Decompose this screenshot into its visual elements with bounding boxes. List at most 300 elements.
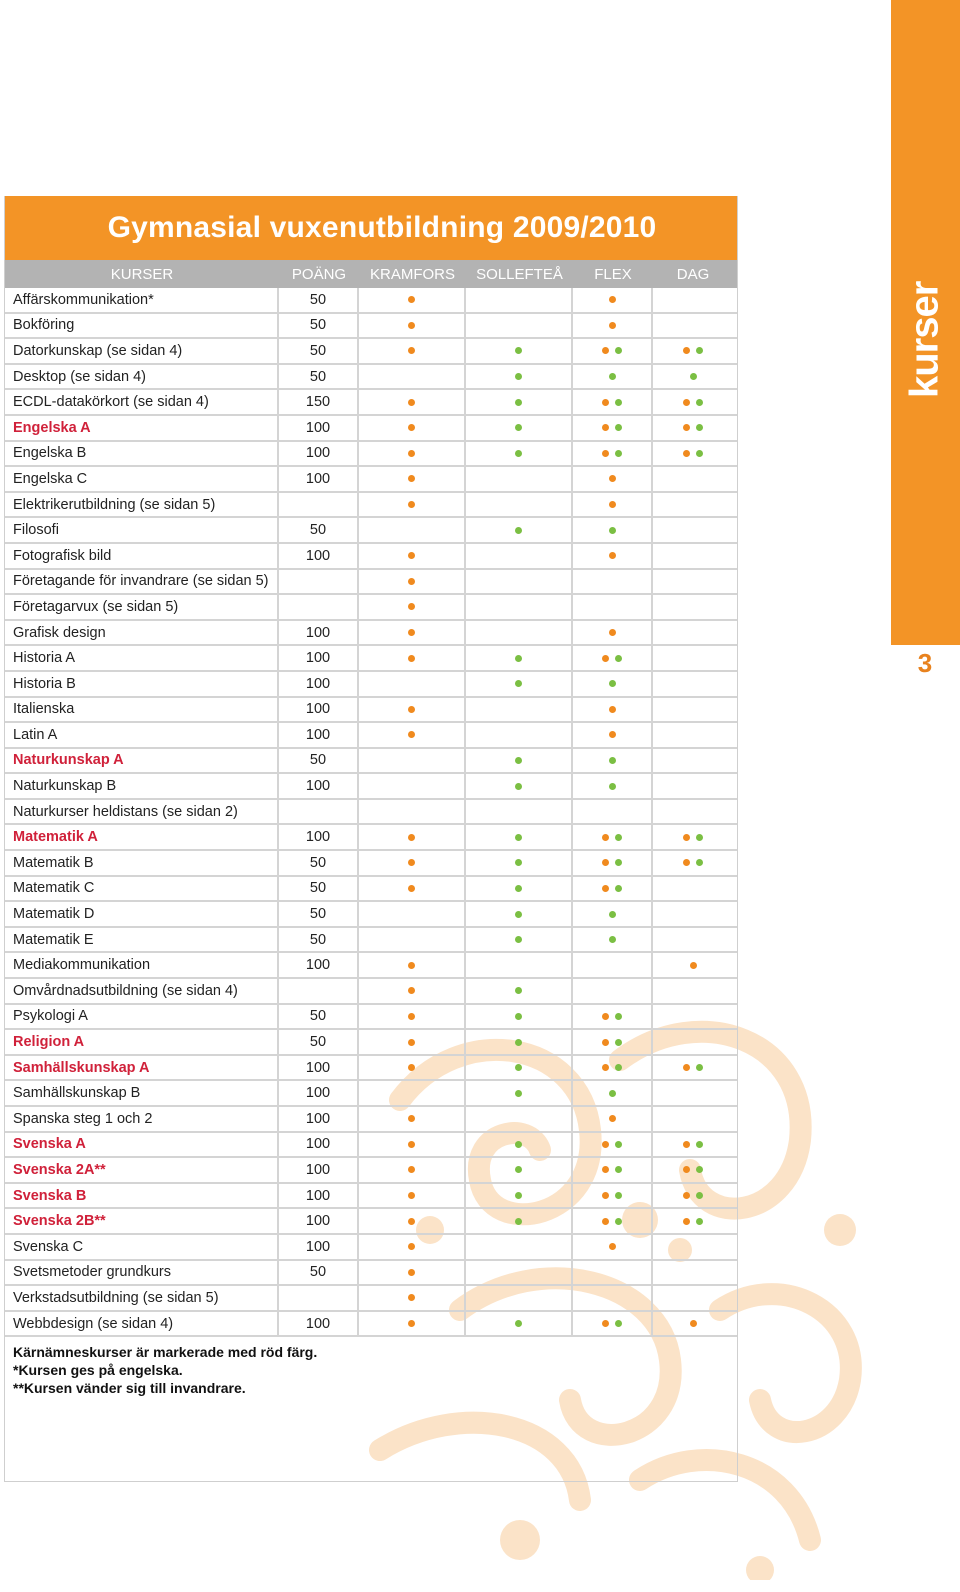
- availability-kramfors: [359, 1056, 466, 1080]
- course-points: 50: [279, 851, 359, 875]
- course-points: 100: [279, 1184, 359, 1208]
- green-dot-icon: [696, 834, 703, 841]
- orange-dot-icon: [683, 1141, 690, 1148]
- availability-solleftea: [466, 646, 573, 670]
- course-points: 50: [279, 288, 359, 312]
- table-row: [5, 1081, 737, 1107]
- table-row: [5, 1107, 737, 1133]
- green-dot-icon: [515, 527, 522, 534]
- table-row: [5, 314, 737, 340]
- availability-flex: [573, 672, 653, 696]
- availability-kramfors: [359, 314, 466, 338]
- availability-flex: [573, 1261, 653, 1285]
- course-name: Naturkunskap A: [5, 749, 279, 773]
- orange-dot-icon: [683, 834, 690, 841]
- availability-kramfors: [359, 365, 466, 389]
- orange-dot-icon: [408, 1294, 415, 1301]
- course-points: 100: [279, 1158, 359, 1182]
- availability-dag: [653, 621, 733, 645]
- green-dot-icon: [615, 655, 622, 662]
- availability-kramfors: [359, 621, 466, 645]
- table-row: [5, 288, 737, 314]
- availability-solleftea: [466, 851, 573, 875]
- availability-kramfors: [359, 1081, 466, 1105]
- footnote-english: *Kursen ges på engelska.: [13, 1362, 183, 1379]
- course-points: 50: [279, 877, 359, 901]
- course-points: 50: [279, 1261, 359, 1285]
- course-name: Svenska 2A**: [5, 1158, 279, 1182]
- green-dot-icon: [696, 1064, 703, 1071]
- availability-dag: [653, 723, 733, 747]
- green-dot-icon: [615, 1320, 622, 1327]
- table-row: [5, 646, 737, 672]
- availability-solleftea: [466, 1107, 573, 1131]
- table-row: [5, 416, 737, 442]
- course-name: Desktop (se sidan 4): [5, 365, 279, 389]
- availability-solleftea: [466, 1133, 573, 1157]
- course-points: 100: [279, 646, 359, 670]
- green-dot-icon: [696, 1166, 703, 1173]
- availability-flex: [573, 442, 653, 466]
- availability-flex: [573, 314, 653, 338]
- availability-kramfors: [359, 979, 466, 1003]
- green-dot-icon: [609, 1090, 616, 1097]
- availability-dag: [653, 672, 733, 696]
- availability-kramfors: [359, 698, 466, 722]
- table-row: [5, 1158, 737, 1184]
- availability-kramfors: [359, 1235, 466, 1259]
- availability-flex: [573, 774, 653, 798]
- course-name: Matematik C: [5, 877, 279, 901]
- availability-kramfors: [359, 902, 466, 926]
- green-dot-icon: [615, 1166, 622, 1173]
- header-kurser: KURSER: [110, 265, 174, 283]
- course-name: Psykologi A: [5, 1005, 279, 1029]
- table-row: [5, 723, 737, 749]
- availability-kramfors: [359, 851, 466, 875]
- green-dot-icon: [615, 1039, 622, 1046]
- availability-dag: [653, 467, 733, 491]
- availability-flex: [573, 698, 653, 722]
- availability-kramfors: [359, 390, 466, 414]
- availability-solleftea: [466, 416, 573, 440]
- availability-kramfors: [359, 774, 466, 798]
- orange-dot-icon: [408, 1115, 415, 1122]
- availability-dag: [653, 1133, 733, 1157]
- orange-dot-icon: [690, 1320, 697, 1327]
- green-dot-icon: [696, 450, 703, 457]
- orange-dot-icon: [408, 1166, 415, 1173]
- availability-kramfors: [359, 953, 466, 977]
- table-row: [5, 1005, 737, 1031]
- availability-kramfors: [359, 1312, 466, 1336]
- availability-flex: [573, 1158, 653, 1182]
- table-row: [5, 390, 737, 416]
- course-name: Naturkurser heldistans (se sidan 2): [5, 800, 279, 824]
- availability-kramfors: [359, 1158, 466, 1182]
- green-dot-icon: [690, 373, 697, 380]
- green-dot-icon: [615, 347, 622, 354]
- course-points: [279, 1286, 359, 1310]
- green-dot-icon: [615, 424, 622, 431]
- footnote-core: Kärnämneskurser är markerade med röd färg.: [13, 1344, 318, 1361]
- course-name: Datorkunskap (se sidan 4): [5, 339, 279, 363]
- availability-dag: [653, 544, 733, 568]
- green-dot-icon: [696, 399, 703, 406]
- green-dot-icon: [609, 680, 616, 687]
- course-points: 100: [279, 544, 359, 568]
- title-bar: [5, 196, 737, 260]
- course-points: 50: [279, 365, 359, 389]
- side-label: kurser: [902, 281, 947, 399]
- availability-flex: [573, 365, 653, 389]
- orange-dot-icon: [602, 655, 609, 662]
- green-dot-icon: [515, 1064, 522, 1071]
- table-row: [5, 749, 737, 775]
- table-row: [5, 902, 737, 928]
- orange-dot-icon: [602, 1192, 609, 1199]
- table-row: [5, 570, 737, 596]
- orange-dot-icon: [683, 1064, 690, 1071]
- course-name: Verkstadsutbildning (se sidan 5): [5, 1286, 279, 1310]
- availability-solleftea: [466, 1005, 573, 1029]
- green-dot-icon: [515, 834, 522, 841]
- orange-dot-icon: [408, 501, 415, 508]
- orange-dot-icon: [602, 347, 609, 354]
- orange-dot-icon: [408, 347, 415, 354]
- green-dot-icon: [515, 1166, 522, 1173]
- course-points: [279, 493, 359, 517]
- table-row: [5, 672, 737, 698]
- orange-dot-icon: [408, 962, 415, 969]
- orange-dot-icon: [609, 731, 616, 738]
- availability-kramfors: [359, 518, 466, 542]
- orange-dot-icon: [408, 859, 415, 866]
- availability-kramfors: [359, 442, 466, 466]
- orange-dot-icon: [408, 1269, 415, 1276]
- availability-kramfors: [359, 1261, 466, 1285]
- course-name: Mediakommunikation: [5, 953, 279, 977]
- availability-flex: [573, 723, 653, 747]
- course-name: Grafisk design: [5, 621, 279, 645]
- course-name: Samhällskunskap B: [5, 1081, 279, 1105]
- availability-solleftea: [466, 544, 573, 568]
- orange-dot-icon: [408, 578, 415, 585]
- availability-flex: [573, 825, 653, 849]
- green-dot-icon: [615, 1218, 622, 1225]
- availability-kramfors: [359, 544, 466, 568]
- course-points: 50: [279, 314, 359, 338]
- availability-kramfors: [359, 646, 466, 670]
- orange-dot-icon: [602, 1320, 609, 1327]
- course-name: Svenska 2B**: [5, 1209, 279, 1233]
- availability-solleftea: [466, 467, 573, 491]
- availability-flex: [573, 1056, 653, 1080]
- green-dot-icon: [515, 680, 522, 687]
- availability-dag: [653, 928, 733, 952]
- table-row: [5, 1235, 737, 1261]
- header-flex: FLEX: [594, 265, 632, 283]
- availability-flex: [573, 979, 653, 1003]
- course-name: ECDL-datakörkort (se sidan 4): [5, 390, 279, 414]
- availability-dag: [653, 288, 733, 312]
- orange-dot-icon: [408, 1141, 415, 1148]
- page-title: Gymnasial vuxenutbildning 2009/2010: [107, 211, 657, 244]
- green-dot-icon: [696, 1218, 703, 1225]
- green-dot-icon: [515, 987, 522, 994]
- course-name: Italienska: [5, 698, 279, 722]
- availability-solleftea: [466, 314, 573, 338]
- green-dot-icon: [515, 450, 522, 457]
- course-name: Historia A: [5, 646, 279, 670]
- availability-kramfors: [359, 749, 466, 773]
- availability-flex: [573, 1081, 653, 1105]
- orange-dot-icon: [683, 1192, 690, 1199]
- table-row: [5, 774, 737, 800]
- availability-solleftea: [466, 698, 573, 722]
- availability-dag: [653, 570, 733, 594]
- orange-dot-icon: [602, 885, 609, 892]
- green-dot-icon: [515, 347, 522, 354]
- course-points: 100: [279, 1081, 359, 1105]
- orange-dot-icon: [602, 1141, 609, 1148]
- course-name: Svetsmetoder grundkurs: [5, 1261, 279, 1285]
- table-row: [5, 1133, 737, 1159]
- availability-solleftea: [466, 1030, 573, 1054]
- orange-dot-icon: [602, 424, 609, 431]
- availability-dag: [653, 1286, 733, 1310]
- footnotes: [5, 1337, 737, 1403]
- availability-flex: [573, 902, 653, 926]
- green-dot-icon: [515, 1192, 522, 1199]
- availability-solleftea: [466, 825, 573, 849]
- orange-dot-icon: [408, 450, 415, 457]
- orange-dot-icon: [683, 1166, 690, 1173]
- availability-flex: [573, 467, 653, 491]
- course-name: Matematik B: [5, 851, 279, 875]
- availability-kramfors: [359, 1209, 466, 1233]
- availability-flex: [573, 390, 653, 414]
- table-row: [5, 621, 737, 647]
- green-dot-icon: [696, 1141, 703, 1148]
- green-dot-icon: [615, 834, 622, 841]
- table-row: [5, 928, 737, 954]
- availability-dag: [653, 390, 733, 414]
- availability-solleftea: [466, 1209, 573, 1233]
- course-points: 50: [279, 518, 359, 542]
- availability-solleftea: [466, 723, 573, 747]
- green-dot-icon: [515, 783, 522, 790]
- table-row: [5, 595, 737, 621]
- availability-solleftea: [466, 1286, 573, 1310]
- course-points: 100: [279, 723, 359, 747]
- course-name: Naturkunskap B: [5, 774, 279, 798]
- table-row: [5, 851, 737, 877]
- course-points: 50: [279, 749, 359, 773]
- course-points: 50: [279, 928, 359, 952]
- page-number: 3: [917, 648, 933, 678]
- footnote-immigrants: **Kursen vänder sig till invandrare.: [13, 1380, 246, 1397]
- course-name: Elektrikerutbildning (se sidan 5): [5, 493, 279, 517]
- table-row: [5, 979, 737, 1005]
- orange-dot-icon: [408, 424, 415, 431]
- green-dot-icon: [515, 885, 522, 892]
- orange-dot-icon: [683, 1218, 690, 1225]
- orange-dot-icon: [408, 1013, 415, 1020]
- availability-dag: [653, 493, 733, 517]
- availability-kramfors: [359, 595, 466, 619]
- course-points: 100: [279, 442, 359, 466]
- green-dot-icon: [615, 885, 622, 892]
- availability-solleftea: [466, 339, 573, 363]
- green-dot-icon: [696, 347, 703, 354]
- course-name: Svenska A: [5, 1133, 279, 1157]
- availability-kramfors: [359, 1184, 466, 1208]
- table-body: [5, 288, 737, 1337]
- availability-solleftea: [466, 621, 573, 645]
- course-points: 100: [279, 774, 359, 798]
- green-dot-icon: [615, 1013, 622, 1020]
- course-points: 100: [279, 1235, 359, 1259]
- table-row: [5, 825, 737, 851]
- availability-flex: [573, 595, 653, 619]
- orange-dot-icon: [408, 399, 415, 406]
- green-dot-icon: [609, 911, 616, 918]
- course-points: 50: [279, 1005, 359, 1029]
- availability-solleftea: [466, 493, 573, 517]
- course-points: 50: [279, 339, 359, 363]
- green-dot-icon: [515, 424, 522, 431]
- orange-dot-icon: [609, 1243, 616, 1250]
- table-row: [5, 518, 737, 544]
- availability-dag: [653, 877, 733, 901]
- orange-dot-icon: [408, 1243, 415, 1250]
- table-row: [5, 953, 737, 979]
- orange-dot-icon: [408, 1320, 415, 1327]
- availability-flex: [573, 646, 653, 670]
- course-points: 100: [279, 1107, 359, 1131]
- table-row: [5, 467, 737, 493]
- availability-dag: [653, 646, 733, 670]
- orange-dot-icon: [683, 424, 690, 431]
- availability-flex: [573, 416, 653, 440]
- orange-dot-icon: [408, 655, 415, 662]
- availability-dag: [653, 774, 733, 798]
- availability-flex: [573, 621, 653, 645]
- orange-dot-icon: [408, 296, 415, 303]
- course-name: Matematik D: [5, 902, 279, 926]
- table-row: [5, 1286, 737, 1312]
- availability-kramfors: [359, 1030, 466, 1054]
- availability-solleftea: [466, 774, 573, 798]
- availability-dag: [653, 953, 733, 977]
- header-kramfors: KRAMFORS: [369, 265, 455, 283]
- green-dot-icon: [515, 1090, 522, 1097]
- orange-dot-icon: [683, 347, 690, 354]
- availability-solleftea: [466, 1158, 573, 1182]
- availability-solleftea: [466, 518, 573, 542]
- course-points: 100: [279, 416, 359, 440]
- course-name: Företagarvux (se sidan 5): [5, 595, 279, 619]
- availability-solleftea: [466, 1056, 573, 1080]
- availability-kramfors: [359, 416, 466, 440]
- orange-dot-icon: [602, 1064, 609, 1071]
- course-points: 100: [279, 825, 359, 849]
- orange-dot-icon: [609, 706, 616, 713]
- availability-kramfors: [359, 1005, 466, 1029]
- orange-dot-icon: [602, 859, 609, 866]
- availability-flex: [573, 928, 653, 952]
- table-row: [5, 1056, 737, 1082]
- course-name: Webbdesign (se sidan 4): [5, 1312, 279, 1336]
- orange-dot-icon: [609, 552, 616, 559]
- green-dot-icon: [515, 936, 522, 943]
- availability-dag: [653, 698, 733, 722]
- availability-flex: [573, 1030, 653, 1054]
- availability-kramfors: [359, 1107, 466, 1131]
- availability-dag: [653, 365, 733, 389]
- course-points: 100: [279, 1133, 359, 1157]
- green-dot-icon: [515, 757, 522, 764]
- course-name: Engelska B: [5, 442, 279, 466]
- availability-flex: [573, 339, 653, 363]
- availability-flex: [573, 749, 653, 773]
- course-points: 100: [279, 1056, 359, 1080]
- availability-dag: [653, 314, 733, 338]
- table-row: [5, 698, 737, 724]
- availability-dag: [653, 1030, 733, 1054]
- availability-dag: [653, 902, 733, 926]
- availability-flex: [573, 877, 653, 901]
- green-dot-icon: [615, 1141, 622, 1148]
- course-name: Fotografisk bild: [5, 544, 279, 568]
- availability-flex: [573, 1005, 653, 1029]
- green-dot-icon: [515, 859, 522, 866]
- course-name: Bokföring: [5, 314, 279, 338]
- orange-dot-icon: [602, 1166, 609, 1173]
- orange-dot-icon: [408, 1192, 415, 1199]
- green-dot-icon: [515, 399, 522, 406]
- course-name: Matematik E: [5, 928, 279, 952]
- availability-solleftea: [466, 442, 573, 466]
- availability-flex: [573, 288, 653, 312]
- availability-flex: [573, 1107, 653, 1131]
- green-dot-icon: [515, 1320, 522, 1327]
- course-name: Omvårdnadsutbildning (se sidan 4): [5, 979, 279, 1003]
- header-solleftea: SOLLEFTEÅ: [476, 265, 563, 283]
- availability-kramfors: [359, 570, 466, 594]
- course-name: Matematik A: [5, 825, 279, 849]
- course-points: 100: [279, 698, 359, 722]
- orange-dot-icon: [408, 885, 415, 892]
- orange-dot-icon: [602, 1218, 609, 1225]
- table-row: [5, 1261, 737, 1287]
- green-dot-icon: [515, 1141, 522, 1148]
- availability-dag: [653, 442, 733, 466]
- table-row: [5, 1209, 737, 1235]
- availability-solleftea: [466, 877, 573, 901]
- orange-dot-icon: [408, 987, 415, 994]
- green-dot-icon: [615, 450, 622, 457]
- course-points: [279, 979, 359, 1003]
- availability-dag: [653, 518, 733, 542]
- table-row: [5, 493, 737, 519]
- green-dot-icon: [609, 527, 616, 534]
- green-dot-icon: [515, 1013, 522, 1020]
- availability-kramfors: [359, 1286, 466, 1310]
- table-row: [5, 800, 737, 826]
- green-dot-icon: [609, 936, 616, 943]
